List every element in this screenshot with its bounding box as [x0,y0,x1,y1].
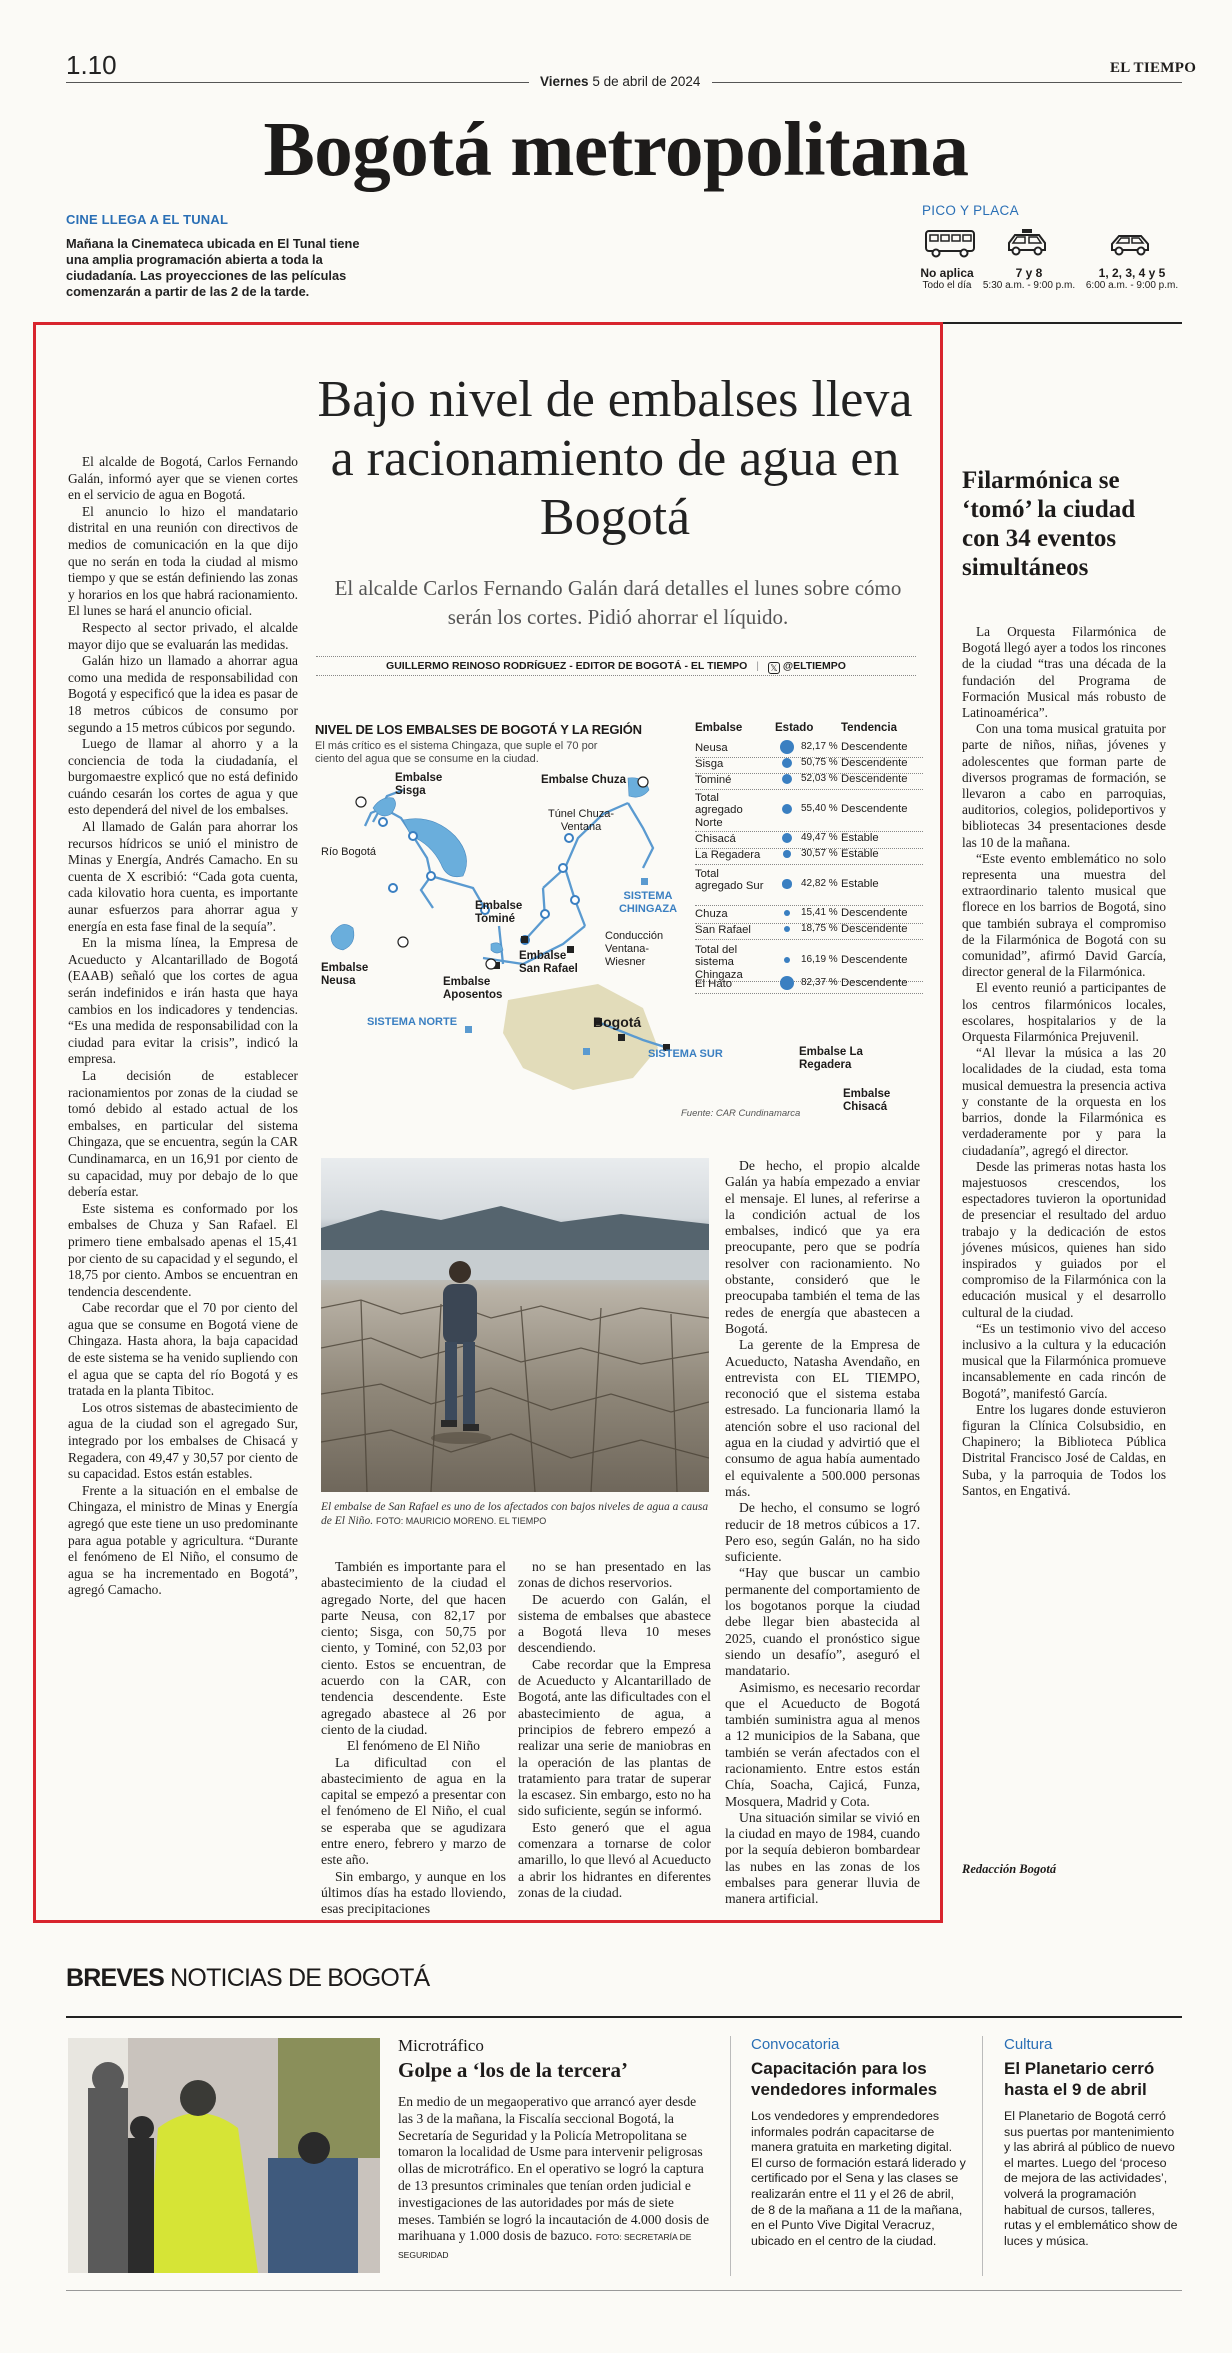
map-label-norte: SISTEMA NORTE [367,1016,458,1028]
person-figure [441,1261,479,1431]
pico-detail: 5:30 a.m. - 9:00 p.m. [982,280,1076,291]
table-row-trend: Estable [841,848,879,860]
table-row-level-dot [780,976,794,990]
table-row-level-dot [783,850,791,858]
sidebar-paragraph: “Al llevar la música a las 20 localidades de la ciudad, esta toma musical demuestra la presencia activa y constante de la orquesta en los barrios, donde la Filarmónica es verdaderamente por y para la ciudadanía”, agregó el director. [962,1045,1166,1158]
article-paragraph: De hecho, el propio alcalde Galán ya había empezado a enviar el mensaje. El lunes, al referirse a la condición actual de los embalses, indicó que ya era preocupante, pero que se podría resolver con racionamiento. No obstante, consideró que le preocupaba también el tema de las redes de energía que abastecen a Bogotá. [725,1158,920,1336]
date-day: Viernes [540,74,589,89]
table-row-value: 82,17 % [801,741,838,752]
article-paragraph: Los otros sistemas de abastecimiento de agua de la ciudad son el agregado Sur, integrado por los embalses de Chisacá y Regadera, con 49,47 y 30,57 por ciento de su capacidad. Estos están estables. [68,1399,298,1482]
breve-3-title: El Planetario cerró hasta el 9 de abril [1004,2059,1155,2099]
table-row-value: 42,82 % [801,878,838,889]
map-label-rio: Río Bogotá [321,846,377,858]
sidebar-paragraph: Desde las primeras notas hasta los majestuosos crescendos, los espectadores tuvieron la oportunidad de presenciar el resultado del arduo trabajo y la dedicación de estos jóvenes músicos, quienes han sido inspirados y guiados por el compromiso de la Filarmónica con la educación musical y el desarrollo cultural de la ciudad. [962,1158,1166,1320]
breve-photo [68,2038,380,2273]
table-row-name: Sisga [695,758,724,770]
table-row-value: 52,03 % [801,773,838,784]
table-row-trend: Descendente [841,907,908,919]
table-row-trend: Descendente [841,923,908,935]
table-row-name: Total agregado Norte [695,792,743,829]
article-paragraph: Este sistema es conformado por los embalses de Chuza y San Rafael. El primero tiene embalsado apenas el 15,41 por ciento de su capacidad y el segundo, el 18,75 por ciento. Ambos se encuentran en tendencia descendente. [68,1200,298,1299]
brand-logo: EL TIEMPO [1110,60,1197,76]
article-paragraph: De hecho, el consumo se logró reducir de 18 metros cúbicos a 17. Pero eso, según Galán, no ha sido suficiente. [725,1500,920,1565]
caption-credit: FOTO: MAURICIO MORENO. EL TIEMPO [375,1516,547,1526]
table-row-level-dot [782,774,792,784]
breve-2-text: Los vendedores y emprendedores informales podrán capacitarse de manera gratuita en marketing digital. El curso de formación estará liderado y certificado por el Sena y las clases se realizarán entre el 11 y el 26 de abril, de 8 de la mañana a 11 de la mañana, en el Punto Vive Digital Veracruz, ubicado en el centro de la ciudad. [751,2109,966,2248]
caption-text: El embalse de San Rafael es uno de los afectados con bajos niveles de agua a causa de El Niño. [321,1501,709,1527]
reservoir-photo [321,1158,709,1492]
breve-1-kicker: Microtráfico [398,2036,484,2055]
date-line [540,74,700,89]
article-paragraph: Cabe recordar que el 70 por ciento del agua que se consume en Bogotá viene de Chingaza. Hasta ahora, la baja capacidad de este sistema se ha venido supliendo con el agua que se capta del río Bogotá y es tratada en la planta Tibitoc. [68,1300,298,1399]
table-row-separator [695,864,923,865]
pico-placa-title: PICO Y PLACA [922,203,1019,218]
article-col-right [725,1158,920,1908]
article-paragraph: Luego de llamar al ahorro y a la conciencia de toda la ciudadanía, el burgomaestre explicó que no está definido cuándo cesarán los cortes de agua y que esto dependerá del nivel de los embalses. [68,736,298,818]
article-paragraph: “Hay que buscar un cambio permanente del comportamiento de los bogotanos porque la ciudad debe llegar bien abastecida al 2025, cuando el pronóstico sigue siendo un desafío”, aseguró el mandatario. [725,1565,920,1679]
pico-label: 1, 2, 3, 4 y 5 [1098,266,1166,280]
photo-caption [321,1500,709,1528]
sidebar-credit: Redacción Bogotá [962,1862,1057,1876]
article-paragraph: Una situación similar se vivió en la ciudad en mayo de 1984, cuando por la sequía debieron bombardear las nubes en las zonas de los embalses para generar lluvia de manera artificial. [725,1809,920,1907]
table-row-trend: Estable [841,878,879,890]
sidebar-paragraph: El evento reunió a participantes de los centros filarmónicos locales, escolares, hospitalarios y de la Orquesta Filarmónica Prejuvenil. [962,980,1166,1045]
article-paragraph: También es importante para el abastecimiento de la ciudad el agregado Norte, del que hacen parte Neusa, con 82,17 por ciento; Sisga, con 50,75 por ciento, y Tominé, con 52,03 por ciento. Estos se encuentran, de acuerdo con la CAR, con tendencia descendente. Este agregado abastece al 26 por ciento de la ciudad. [321,1559,506,1737]
article-paragraph: El anuncio lo hizo el mandatario distrital en una reunión con directivos de medios de comunicación en la que dijo que no serán en toda la ciudad al mismo tiempo y que se están definiendo las zonas y horarios en los que habrá racionamiento. El lunes se hará el anuncio oficial. [68,503,298,619]
map-label-sanrafael: Embalse San Rafael [519,950,578,975]
table-row-trend: Descendente [841,757,908,769]
article-paragraph: Galán hizo un llamado a ahorrar agua como una medida de responsabilidad con Bogotá y especificó que la idea es pasar de 18 metros cúbicos de consumo por segundo a 15 metros cúbicos por segundo. [68,653,298,735]
table-row-value: 15,41 % [801,907,838,918]
table-row-level-dot [784,926,790,932]
sidebar-paragraph: Con una toma musical gratuita por parte de niños, niñas, jóvenes y adolescentes que forman parte de diversos programas de formación, se llevaron a cabo en parroquias, auditorios, colegios, polideportivos y bibliotecas 34 presentaciones desde las 10 de la mañana. [962,721,1166,850]
cine-text: Mañana la Cinemateca ubicada en El Tunal tiene una amplia programación abierta a toda la ciudadanía. Las proyecciones de las películas comenzarán a partir de las 2 de la tarde. [66,236,360,299]
table-row-name: Chisacá [695,833,736,845]
byline-text: GUILLERMO REINOSO RODRÍGUEZ - EDITOR DE BOGOTÁ - EL TIEMPO [386,660,748,672]
article-paragraph: Frente a la situación en el embalse de Chingaza, el ministro de Minas y Energía agregó que este tiene un uso predominante para agua potable y agricultura. “Durante el fenómeno de El Niño, el consumo de agua se ha incrementado en Bogotá”, agregó Camacho. [68,1482,298,1598]
table-row-value: 50,75 % [801,757,838,768]
map-label-tunel: Túnel Chuza-Ventana [547,808,615,833]
pico-detail: Todo el día [922,280,972,291]
pico-detail: 6:00 a.m. - 9:00 p.m. [1085,280,1179,291]
map-label-laregadera: Embalse La Regadera [799,1046,863,1071]
table-row-value: 49,47 % [801,832,838,843]
table-row-level-dot [782,833,792,843]
table-row-value: 18,75 % [801,923,838,934]
pico-item-3 [1080,266,1184,291]
article-col-left [68,454,298,1904]
table-row-name: San Rafael [695,924,751,936]
map-label-bogota: Bogotá [593,1014,642,1030]
article-paragraph: Cabe recordar que la Empresa de Acueducto y Alcantarillado de Bogotá, ante las dificultades con el abastecimiento de agua, a principios de febrero empezó a realizar una serie de maniobras en la operación de las plantas de tratamiento para tratar de superar la escasez. Sin embargo, esto no ha sido suficiente, según se informó. [518,1656,711,1819]
table-header-estado: Estado [775,722,814,734]
table-row-trend: Descendente [841,803,908,815]
article-col-mid-a [321,1559,506,1918]
date-rest: 5 de abril de 2024 [592,74,701,89]
taxi-icon [1005,228,1049,263]
table-row-value: 82,37 % [801,977,838,988]
embalse-neusa-shape [331,924,354,950]
map-label-sur: SISTEMA SUR [648,1048,723,1060]
info-title: NIVEL DE LOS EMBALSES DE BOGOTÁ Y LA REGIÓN [315,722,642,737]
breve-1-text [398,2094,710,2264]
article-col-mid-b [518,1559,711,1901]
table-row-trend: Descendente [841,741,908,753]
info-subtitle: El más crítico es el sistema Chingaza, que suple el 70 por ciento del agua que se consume en la ciudad. [315,740,598,765]
table-row-name: Chuza [695,908,728,920]
table-row-value: 30,57 % [801,848,838,859]
breves-label-bold: BREVES [66,1964,165,1992]
conduction-line [628,803,653,868]
info-source: Fuente: CAR Cundinamarca [681,1108,801,1119]
article-dek: El alcalde Carlos Fernando Galán dará detalles el lunes sobre cómo serán los cortes. Pidió ahorrar el líquido. [334,576,902,629]
car-icon [1108,230,1152,263]
table-row-level-dot [782,758,792,768]
table-row-name: El Hato [695,978,733,990]
table-row-value: 16,19 % [801,954,838,965]
article-paragraph: no se han presentado en las zonas de dichos reservorios. [518,1559,711,1591]
table-row-separator [695,905,923,906]
breve-1-title: Golpe a ‘los de la tercera’ [398,2058,628,2082]
embalse-tomine-shape [403,819,467,877]
article-paragraph: Respecto al sector privado, el alcalde mayor dijo que se evaluarán las medidas. [68,619,298,652]
table-row-separator [695,789,923,790]
breve-1-credit: FOTO: SECRETARÍA DE SEGURIDAD [398,2232,692,2261]
table-row-level-dot [780,740,794,754]
table-row-level-dot [782,804,793,815]
subhead-el-nino: El fenómeno de El Niño [346,1738,481,1754]
pico-label: 7 y 8 [1015,266,1043,280]
bus-icon [924,228,976,263]
pico-item-2 [980,266,1078,291]
map-label-neusa: Embalse Neusa [321,962,369,987]
table-row-name: Tominé [695,774,732,786]
table-row-trend: Descendente [841,977,908,989]
sidebar-paragraph: “Este evento emblemático no solo representa una muestra del extraordinario talento musical que florece en los barrios de Bogotá, sino que también subraya el compromiso de la Filarmónica de Bogotá con su comunidad”, afirmó David García, director general de la Filarmónica. [962,850,1166,980]
table-row-level-dot [784,910,790,916]
table-row-separator [695,939,923,940]
sidebar-paragraph: La Orquesta Filarmónica de Bogotá llegó ayer a todos los rincones de la ciudad “tras una década de la fundación del Programa de Formación Musical más robusto de Latinoamérica”. [962,624,1166,721]
section-title: Bogotá metropolitana [263,106,969,192]
reservoir-table [695,722,923,1022]
x-icon: 𝕏 [768,662,780,674]
breve-1-body: En medio de un megaoperativo que arrancó ayer desde las 3 de la mañana, la Fiscalía seccional Bogotá, la Secretaría de Seguridad y la Policía Metropolitana se tomaron la localidad de Usme para intervenir peligrosas ollas de microtráfico. En el operativo se logró la captura de 13 presuntos criminales que tenían orden judicial e investigaciones de las autoridades por más de siete meses. También se logró la incautación de 4.000 dosis de marihuana y 1.000 dosis de bazuco. [398,2094,710,2244]
table-header-tendencia: Tendencia [841,722,898,734]
byline-handle: @ELTIEMPO [782,660,846,672]
table-row-name: Neusa [695,742,728,754]
article-headline: Bajo nivel de embalses lleva a racionamiento de agua en Bogotá [317,371,913,546]
map-label-chingaza: SISTEMA CHINGAZA [618,890,678,915]
map-label-sisga: Embalse Sisga [395,772,443,797]
breve-3-text: El Planetario de Bogotá cerró sus puertas por mantenimiento y las abrirá al público de nuevo el martes. Luego del ‘proceso de mejora de las actividades’, volverá la programación habitual de cursos, talleres, rutas y el emblemático show de luces y música. [1004,2109,1178,2248]
infographic [313,718,923,1128]
article-paragraph: La decisión de establecer racionamientos por zonas de la ciudad se tomó debido al estado actual de los embalses, en particular del sistema Chingaza, que se encuentra, según la CAR Cundinamarca, en un 16,91 por ciento de su capacidad, muy por debajo de lo que debería estar. [68,1067,298,1200]
article-paragraph: Al llamado de Galán para ahorrar los recursos hídricos se unió el ministro de Minas y Energía, Andrés Camacho. En su cuenta de X escribió: “Cada gota cuenta, cada kilovatio hora cuenta, es importante aunar esfuerzos para ahorrar agua y energía en esta fase final de la sequía”. [68,819,298,934]
article-paragraph: Esto generó que el agua comenzara a tornarse de color amarillo, lo que llevó al Acueducto a abrir los hidrantes en diferentes zonas de la ciudad. [518,1819,711,1900]
map-label-chuza: Embalse Chuza [541,774,626,786]
sidebar-body [962,624,1166,1499]
breves-label-rest: NOTICIAS DE BOGOTÁ [170,1964,430,1992]
table-header-embalse: Embalse [695,722,743,734]
breve-2-kicker: Convocatoria [751,2036,840,2053]
breve-2-title: Capacitación para los vendedores informales [751,2059,938,2099]
article-paragraph: El alcalde de Bogotá, Carlos Fernando Galán, informó ayer que se vienen cortes en el servicio de agua en Bogotá. [68,454,298,503]
article-paragraph: Asimismo, es necesario recordar que el Acueducto de Bogotá también suministra agua al menos a 12 municipios de la Sabana, que también se verán afectados con el racionamiento. Entre estos están Chía, Soacha, Cajicá, Funza, Mosquera, Madrid y Cota. [725,1679,920,1809]
table-row-name: La Regadera [695,849,761,861]
sidebar-headline: Filarmónica se ‘tomó’ la ciudad con 34 eventos simultáneos [962,467,1136,581]
table-row-trend: Descendente [841,954,908,966]
article-paragraph: De acuerdo con Galán, el sistema de embalses que abastece a Bogotá lleva 10 meses descendiendo. [518,1591,711,1656]
table-row-name: Total del sistema Chingaza [695,944,743,981]
sidebar-paragraph: “Es un testimonio vivo del acceso inclusivo a la cultura y la educación musical que la Filarmónica promueve incansablemente en cada rincón de Bogotá”, manifestó García. [962,1320,1166,1401]
map-label-aposentos: Embalse Aposentos [443,976,503,1001]
table-row-level-dot [784,957,790,963]
article-byline: GUILLERMO REINOSO RODRÍGUEZ - EDITOR DE BOGOTÁ - EL TIEMPO | 𝕏 @ELTIEMPO [316,656,916,676]
cine-kicker: CINE LLEGA A EL TUNAL [66,212,229,227]
table-row-trend: Descendente [841,773,908,785]
table-row-value: 55,40 % [801,803,838,814]
pico-label: No aplica [920,266,974,280]
map-label-chisaca: Embalse Chisacá [843,1088,891,1113]
article-paragraph: La gerente de la Empresa de Acueducto, Natasha Avendaño, en entrevista con EL TIEMPO, reconoció que el sistema estaba estresado. La funcionaria llamó la atención sobre el uso racional del agua en la ciudad y advirtió que el consumo de agua había aumentado el equivalente a 500.000 personas más. [725,1337,920,1499]
breves-label [66,1964,429,1993]
table-row-separator [695,993,923,994]
breve-3-kicker: Cultura [1004,2036,1053,2053]
page-number: 1.10 [66,50,117,80]
table-row-name: Total agregado Sur [695,868,764,893]
sidebar-paragraph: Entre los lugares donde estuvieron figuran la Clínica Colsubsidio, en Chapinero; la Biblioteca Pública Distrital Francisco José de Caldas, en Suba, y la parroquia de Todos los Santos, en Engativá. [962,1401,1166,1498]
article-paragraph: Sin embargo, y aunque en los últimos días ha estado lloviendo, esas precipitaciones [321,1868,506,1917]
map-label-tomine: Embalse Tominé [475,900,523,925]
map-label-conduccion: Conducción Ventana-Wiesner [605,930,664,968]
table-row-level-dot [782,879,791,888]
article-paragraph: La dificultad con el abastecimiento de agua en la capital se empezó a presentar con el fenómeno de El Niño, el cual se esperaba que se agudizara entre enero, febrero y marzo de este año. [321,1754,506,1868]
table-row-trend: Estable [841,832,879,844]
article-paragraph: En la misma línea, la Empresa de Acueducto y Alcantarillado de Bogotá (EAAB) señaló que los cortes de agua serán indefinidos e irán hasta que haya cambios en los indicadores y tendencias. “Es una medida de responsabilidad con la ciudad para evitar la crisis”, indicó la empresa. [68,935,298,1067]
pico-item-1 [912,266,982,291]
